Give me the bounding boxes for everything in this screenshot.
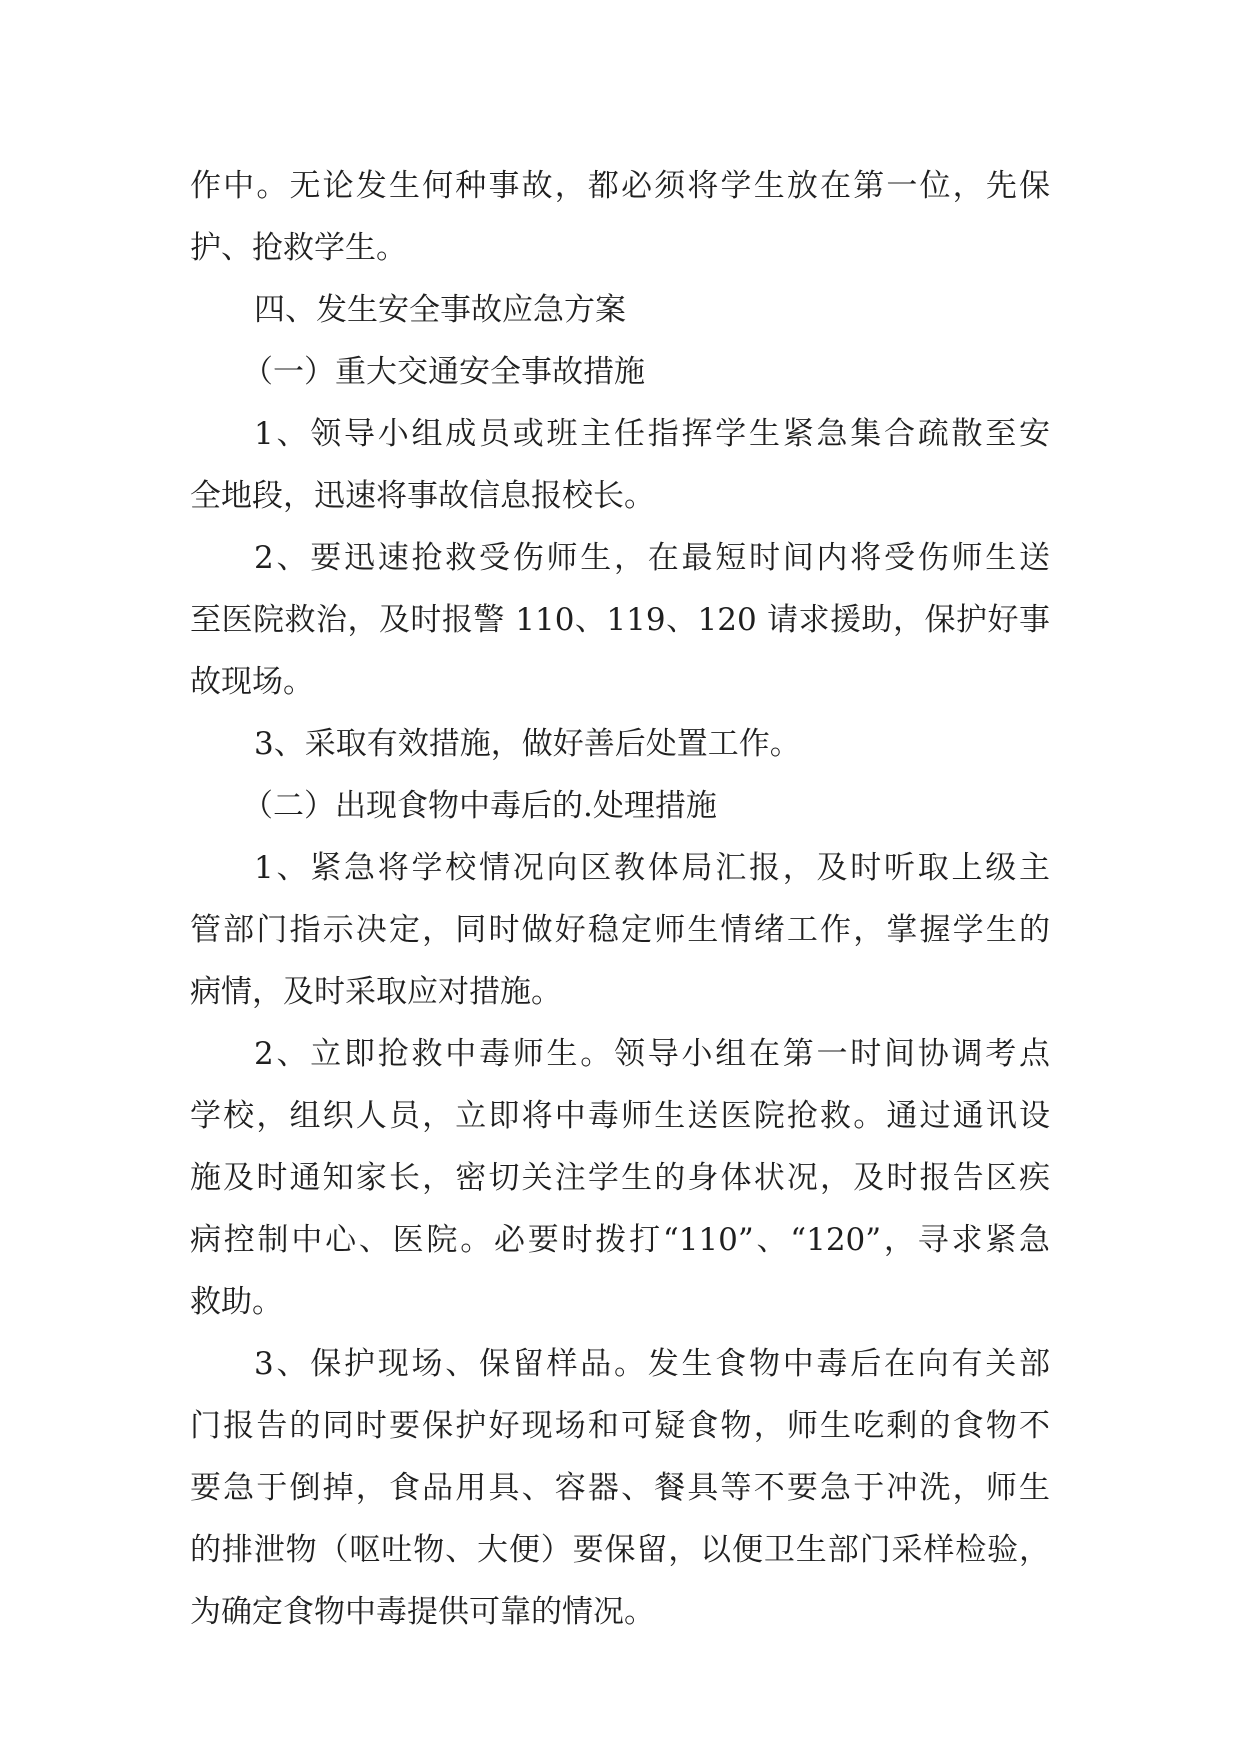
- paragraph-line: 至医院救治，及时报警 110、119、120 请求援助，保护好事: [190, 602, 1050, 638]
- paragraph-line: 门报告的同时要保护好现场和可疑食物，师生吃剩的食物不: [190, 1408, 1050, 1444]
- paragraph-line: 病情，及时采取应对措施。: [190, 974, 562, 1010]
- paragraph-line: 学校，组织人员，立即将中毒师生送医院抢救。通过通讯设: [190, 1098, 1050, 1134]
- subsection-heading: （二）出现食物中毒后的.处理措施: [242, 788, 717, 824]
- paragraph-line: 3、采取有效措施，做好善后处置工作。: [254, 726, 801, 762]
- paragraph-line: 全地段，迅速将事故信息报校长。: [190, 478, 655, 514]
- paragraph-line: 1、领导小组成员或班主任指挥学生紧急集合疏散至安: [254, 416, 1050, 452]
- paragraph-line: 作中。无论发生何种事故，都必须将学生放在第一位，先保: [190, 168, 1050, 204]
- paragraph-line: 的排泄物（呕吐物、大便）要保留，以便卫生部门采样检验，: [190, 1532, 1050, 1568]
- paragraph-line: 3、保护现场、保留样品。发生食物中毒后在向有关部: [254, 1346, 1050, 1382]
- section-heading: 四、发生安全事故应急方案: [254, 292, 626, 328]
- paragraph-line: 施及时通知家长，密切关注学生的身体状况，及时报告区疾: [190, 1160, 1050, 1196]
- subsection-heading: （一）重大交通安全事故措施: [242, 354, 645, 390]
- paragraph-line: 2、要迅速抢救受伤师生，在最短时间内将受伤师生送: [254, 540, 1050, 576]
- paragraph-line: 病控制中心、医院。必要时拨打“110”、“120”，寻求紧急: [190, 1222, 1050, 1258]
- paragraph-line: 1、紧急将学校情况向区教体局汇报，及时听取上级主: [254, 850, 1050, 886]
- paragraph-line: 故现场。: [190, 664, 314, 700]
- paragraph-line: 护、抢救学生。: [190, 230, 407, 266]
- paragraph-line: 管部门指示决定，同时做好稳定师生情绪工作，掌握学生的: [190, 912, 1050, 948]
- paragraph-line: 救助。: [190, 1284, 283, 1320]
- paragraph-line: 为确定食物中毒提供可靠的情况。: [190, 1594, 655, 1630]
- paragraph-line: 2、立即抢救中毒师生。领导小组在第一时间协调考点: [254, 1036, 1050, 1072]
- document-body: [190, 155, 1050, 1643]
- paragraph-line: 要急于倒掉，食品用具、容器、餐具等不要急于冲洗，师生: [190, 1470, 1050, 1506]
